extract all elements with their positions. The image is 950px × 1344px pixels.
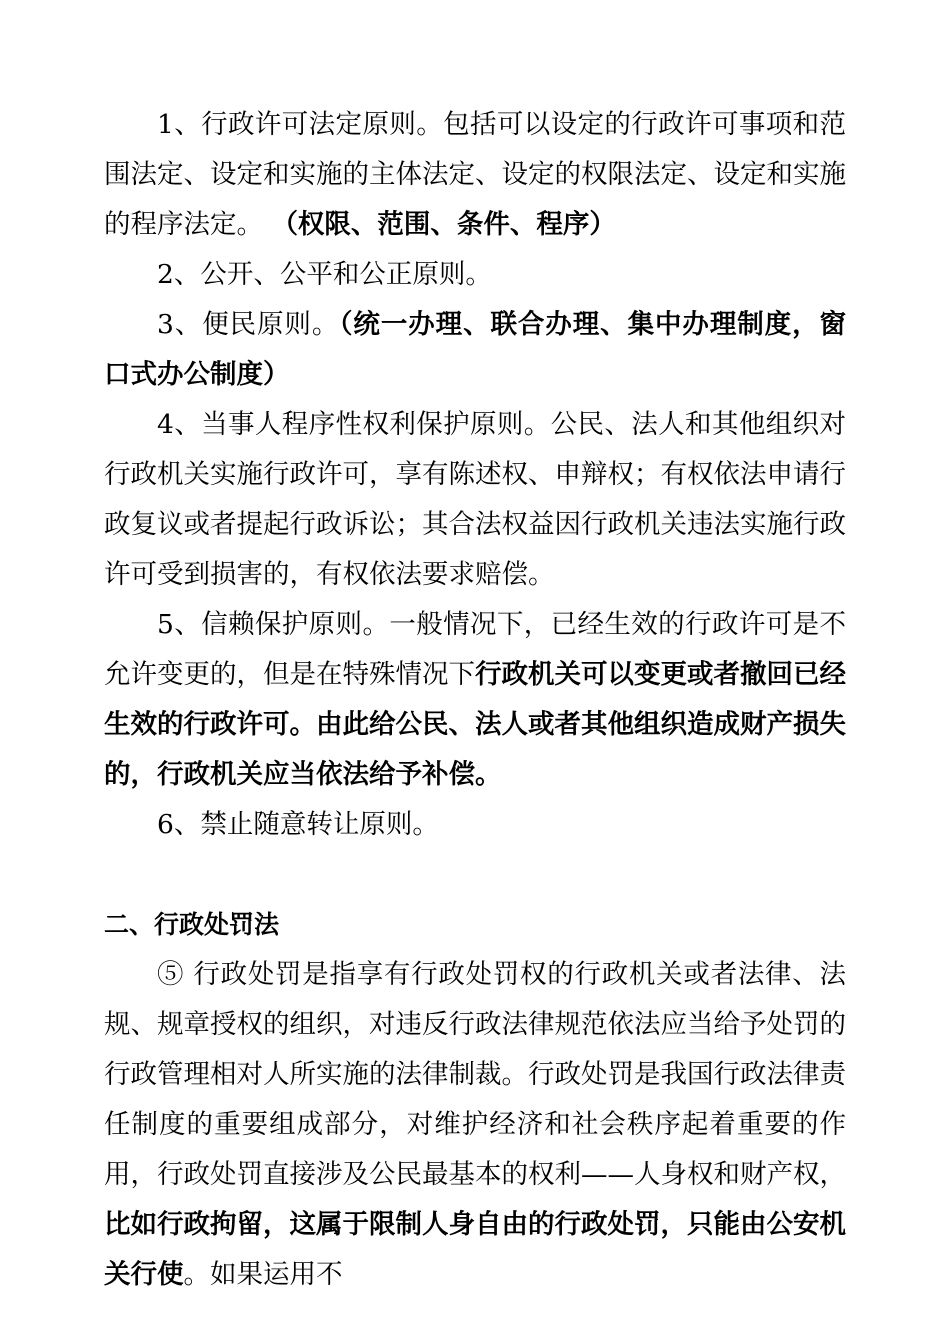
paragraph-2 [104, 250, 846, 300]
paragraph-1-bold-note: （权限、范围、条件、程序） [271, 209, 616, 240]
paragraph-6 [104, 800, 846, 850]
paragraph-5 [104, 600, 846, 800]
paragraph-2-text: 2、公开、公平和公正原则。 [157, 259, 492, 290]
paragraph-7-text: ⑤ 行政处罚是指享有行政处罚权的行政机关或者法律、法规、规章授权的组织，对违反行政法律规范依法应当给予处罚的行政管理相对人所实施的法律制裁。行政处罚是我国行政法律责任制度的重要组成部分，对维护经济和社会秩序起着重要的作用，行政处罚直接涉及公民最基本的权利——人身权和财产权， [104, 959, 846, 1190]
blank-line [104, 850, 846, 900]
paragraph-3-bold-note: （统一办理、联合办理、集中办理制度，窗口式办公制度） [104, 309, 846, 390]
paragraph-3 [104, 300, 846, 400]
paragraph-5-bold-text: 行政机关可以变更或者撤回已经生效的行政许可。由此给公民、法人或者其他组织造成财产损失的，行政机关应当依法给予补偿。 [104, 659, 846, 790]
paragraph-7-bold-text: 比如行政拘留，这属于限制人身自由的行政处罚，只能由公安机关行使 [104, 1209, 846, 1290]
paragraph-4-text: 4、当事人程序性权利保护原则。公民、法人和其他组织对行政机关实施行政许可，享有陈述权、申辩权；有权依法申请行政复议或者提起行政诉讼；其合法权益因行政机关违法实施行政许可受到损害的，有权依法要求赔偿。 [104, 409, 846, 590]
paragraph-7-tail: 。如果运用不 [183, 1259, 343, 1290]
paragraph-4 [104, 400, 846, 600]
paragraph-1-text: 1、行政许可法定原则。包括可以设定的行政许可事项和范围法定、设定和实施的主体法定、设定的权限法定、设定和实施的程序法定。 [104, 109, 846, 240]
paragraph-6-text: 6、禁止随意转让原则。 [157, 809, 439, 840]
section-heading: 二、行政处罚法 [104, 910, 280, 939]
paragraph-1 [104, 100, 846, 250]
paragraph-3-text: 3、便民原则。 [157, 309, 340, 340]
paragraph-7 [104, 950, 846, 1300]
paragraph-5-text: 5、信赖保护原则。一般情况下，已经生效的行政许可是不允许变更的，但是在特殊情况下 [104, 609, 846, 690]
